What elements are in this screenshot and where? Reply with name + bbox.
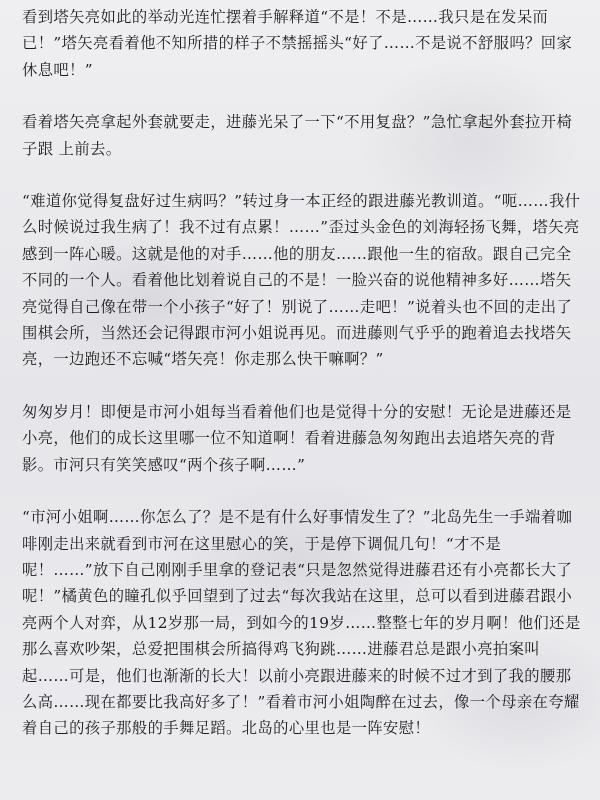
paragraph-gap [22,83,586,109]
paragraph-1: 看到塔矢亮如此的举动光连忙摆着手解释道“不是！不是……我只是在发呆而已！”塔矢亮看着他不知所措的样子不禁摇摇头“好了……不是说不舒服吗？回家休息吧！” [22,8,573,79]
paragraph-5: “市河小姐啊……你怎么了？是不是有什么好事情发生了？”北岛先生一手端着咖啡刚走出来就看到市河在这里慰心的笑，于是停下调侃几句！“才不是呢！……”放下自己刚刚手里拿的登记表“只是忽然觉得进藤君还有小亮都长大了呢！”橘黄色的瞳孔似乎回望到了过去“每次我站在这里，总可以看到进藤君跟小亮两个人对弈，从12岁那一局，到如今的19岁……整整七年的岁月啊！他们还是那么喜欢吵架，总爱把围棋会所搞得鸡飞狗跳……进藤君总是跟小亮拍案叫起……可是，他们也渐渐的长大！以前小亮跟进藤来的时候不过才到了我的腰那么高……现在都要比我高好多了！”看着市河小姐陶醉在过去，像一个母亲在夸耀着自己的孩子那般的手舞足蹈。北岛的心里也是一阵安慰！ [22,508,581,738]
paragraph-2: 看着塔矢亮拿起外套就要走，进藤光呆了一下“不用复盘？”急忙拿起外套拉开椅子跟 上前去。 [22,113,573,158]
paragraph-gap [22,373,586,399]
paragraph-gap [22,478,586,504]
paragraph-gap [22,162,586,188]
paragraph-4: 匆匆岁月！即便是市河小姐每当看着他们也是觉得十分的安慰！无论是进藤还是小亮，他们的成长这里哪一位不知道啊！看着进藤急匆匆跑出去追塔矢亮的背影。市河只有笑笑感叹“两个孩子啊……” [22,402,572,474]
paragraph-3: “难道你觉得复盘好过生病吗？”转过身一本正经的跟进藤光教训道。“呃……我什么时候说过我生病了！我不过有点累！……”歪过头金色的刘海轻扬飞舞，塔矢亮感到一阵心暖。这就是他的对手……他的朋友……跟他一生的宿敌。跟自己完全不同的一个人。看着他比划着说自己的不是！一脸兴奋的说他精神多好……塔矢亮觉得自己像在带一个小孩子“好了！别说了……走吧！”说着头也不回的走出了围棋会所，当然还会记得跟市河小姐说再见。而进藤则气乎乎的跑着追去找塔矢亮，一边跑还不忘喊“塔矢亮！你走那么快干嘛啊？” [22,192,581,369]
